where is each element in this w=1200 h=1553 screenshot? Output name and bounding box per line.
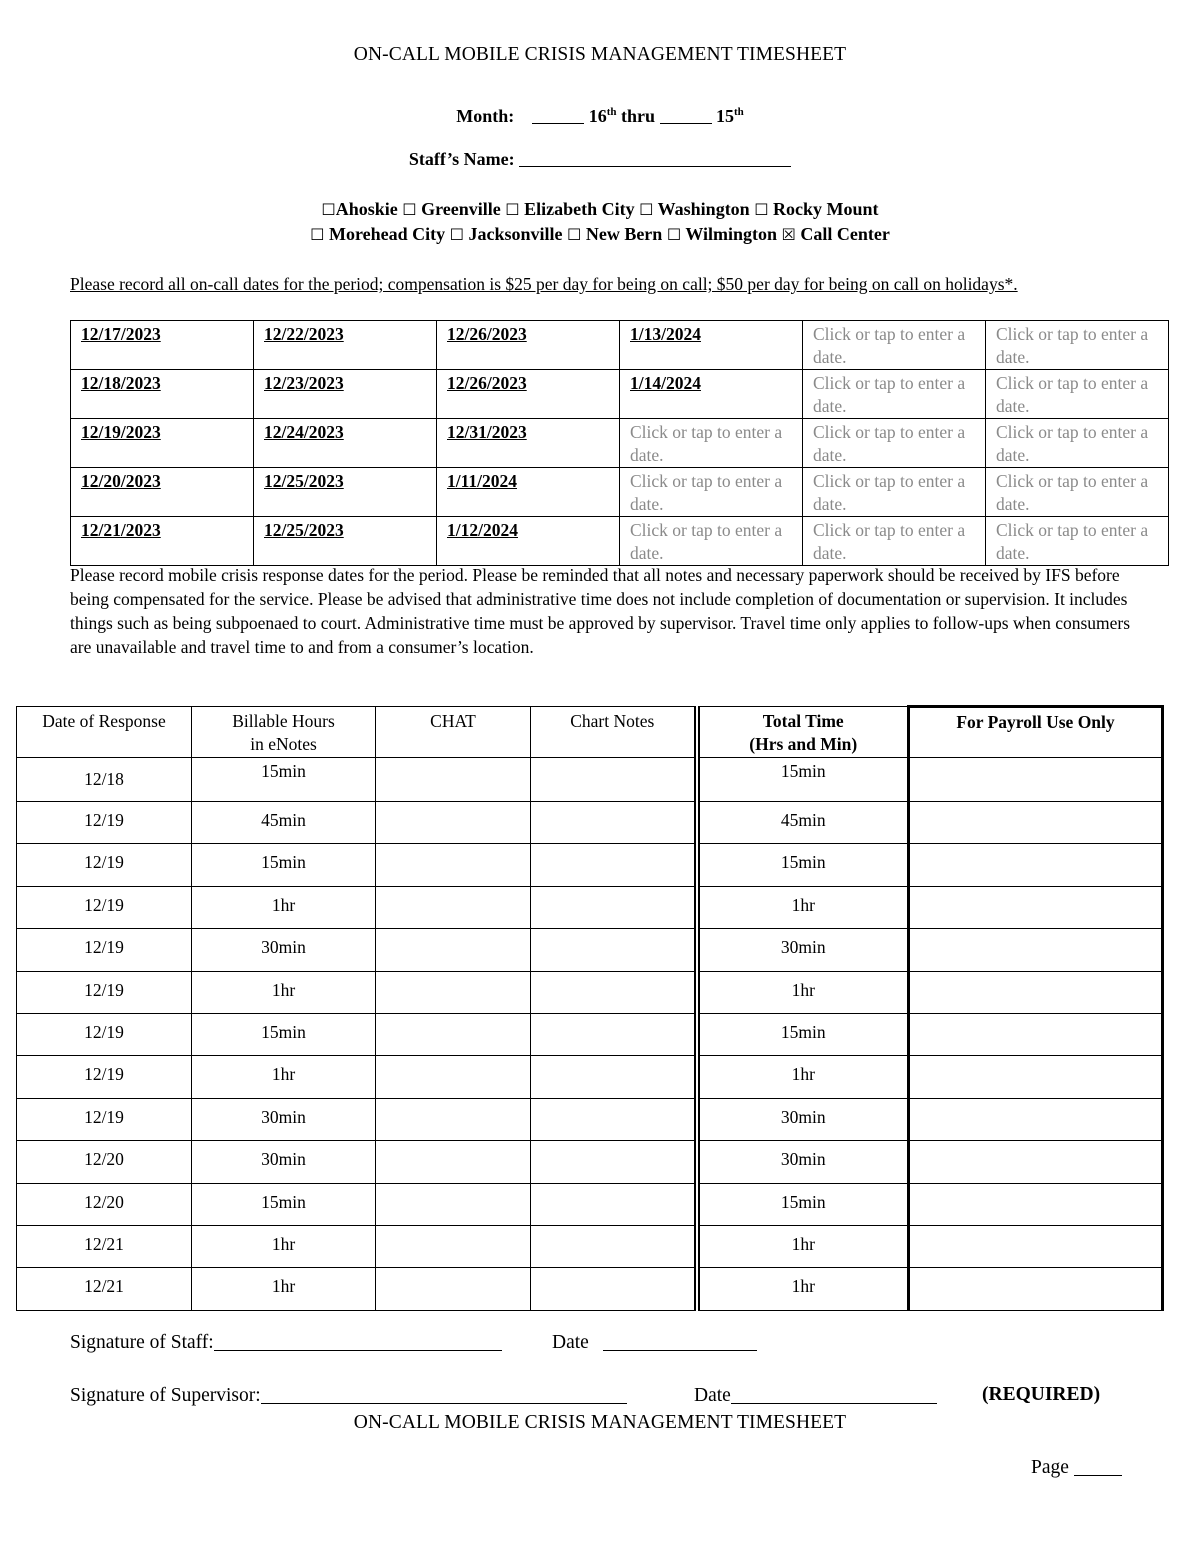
checkbox-icon[interactable]: ☐ [402,200,417,219]
table-row [17,1268,1163,1310]
response-date-cell[interactable]: 12/20 [17,1141,192,1183]
staff-name-field[interactable] [519,151,791,167]
table-row [17,1056,1163,1098]
oncall-row [71,517,1169,566]
oncall-date-cell[interactable]: 1/12/2024 [437,517,620,566]
total-time-cell[interactable]: 1hr [697,886,909,928]
col-chart-notes: Chart Notes [531,707,697,758]
table-row [17,929,1163,971]
payroll-cell[interactable] [909,929,1163,971]
supervisor-signature-field[interactable] [261,1386,627,1404]
chat-cell[interactable] [376,802,531,844]
month-from: 16 [588,106,607,126]
billable-hours-cell[interactable]: 1hr [192,1268,376,1310]
payroll-cell[interactable] [909,1183,1163,1225]
location-option[interactable]: ☐ Washington [639,199,750,219]
oncall-date-cell[interactable]: 12/31/2023 [437,419,620,468]
location-option[interactable]: ☐ Morehead City [310,224,446,244]
response-date-cell[interactable]: 12/19 [17,844,192,886]
chart-notes-cell[interactable] [531,1098,697,1140]
response-date-cell[interactable]: 12/18 [17,758,192,802]
oncall-date-cell[interactable]: 1/14/2024 [620,370,803,419]
response-date-cell[interactable]: 12/19 [17,886,192,928]
payroll-cell[interactable] [909,802,1163,844]
table-row [17,1225,1163,1267]
date-picker-placeholder[interactable]: Click or tap to enter a date. [803,370,986,419]
location-row-2 [0,224,1200,245]
staff-date-field[interactable] [603,1333,757,1351]
staff-date-label: Date [552,1332,589,1353]
date-picker-placeholder[interactable]: Click or tap to enter a date. [620,517,803,566]
staff-signature-label: Signature of Staff: [70,1332,214,1353]
oncall-date-cell[interactable]: 12/18/2023 [71,370,254,419]
chat-cell[interactable] [376,886,531,928]
checkbox-icon[interactable]: ☐ [639,200,654,219]
oncall-date-cell[interactable]: 12/25/2023 [254,468,437,517]
chart-notes-cell[interactable] [531,1141,697,1183]
payroll-cell[interactable] [909,1141,1163,1183]
billable-hours-cell[interactable]: 1hr [192,1225,376,1267]
supervisor-signature-label: Signature of Supervisor: [70,1385,261,1406]
oncall-date-cell[interactable]: 12/26/2023 [437,370,620,419]
staff-signature-field[interactable] [214,1333,502,1351]
chart-notes-cell[interactable] [531,844,697,886]
supervisor-signature-line [70,1385,627,1407]
total-time-cell[interactable]: 30min [697,1098,909,1140]
staff-name-label: Staff’s Name: [408,149,515,169]
oncall-row [71,419,1169,468]
table-row [17,886,1163,928]
checkbox-icon[interactable]: ☐ [449,225,464,244]
chart-notes-cell[interactable] [531,971,697,1013]
date-picker-placeholder[interactable]: Click or tap to enter a date. [620,419,803,468]
oncall-date-cell[interactable]: 12/25/2023 [254,517,437,566]
response-date-cell[interactable]: 12/19 [17,971,192,1013]
oncall-date-cell[interactable]: 12/21/2023 [71,517,254,566]
table-row [17,1013,1163,1055]
chart-notes-cell[interactable] [531,758,697,802]
table-row [17,971,1163,1013]
supervisor-date-line [694,1385,937,1407]
billable-hours-cell[interactable]: 45min [192,802,376,844]
month-to: 15 [716,106,734,126]
payroll-cell[interactable] [909,971,1163,1013]
location-row-1 [0,199,1200,220]
billable-hours-cell[interactable]: 1hr [192,971,376,1013]
checkbox-icon[interactable]: ☐ [505,200,520,219]
total-time-cell[interactable]: 1hr [697,971,909,1013]
checkbox-icon[interactable]: ☐ [321,200,336,219]
table-row [17,1141,1163,1183]
total-time-cell[interactable]: 45min [697,802,909,844]
location-option[interactable]: ☐ Greenville [402,199,501,219]
location-option[interactable]: ☐ Wilmington [666,224,778,244]
date-picker-placeholder[interactable]: Click or tap to enter a date. [986,370,1169,419]
chat-cell[interactable] [376,844,531,886]
oncall-date-cell[interactable]: 12/17/2023 [71,321,254,370]
chat-cell[interactable] [376,1056,531,1098]
billable-hours-cell[interactable]: 15min [192,1183,376,1225]
month-line [0,106,1200,127]
date-picker-placeholder[interactable]: Click or tap to enter a date. [986,419,1169,468]
date-picker-placeholder[interactable]: Click or tap to enter a date. [620,468,803,517]
location-option[interactable]: ☐ Rocky Mount [754,199,879,219]
date-picker-placeholder[interactable]: Click or tap to enter a date. [986,517,1169,566]
total-time-cell[interactable]: 30min [697,1141,909,1183]
chat-cell[interactable] [376,1225,531,1267]
response-date-cell[interactable]: 12/21 [17,1268,192,1310]
month-end-field[interactable] [660,108,712,124]
col-billable-hours: Billable Hours in eNotes [192,707,376,758]
month-start-field[interactable] [532,108,584,124]
payroll-cell[interactable] [909,758,1163,802]
date-picker-placeholder[interactable]: Click or tap to enter a date. [803,517,986,566]
payroll-cell[interactable] [909,886,1163,928]
table-row [17,1183,1163,1225]
staff-date-line [552,1332,757,1354]
billable-hours-cell[interactable]: 1hr [192,1056,376,1098]
chart-notes-cell[interactable] [531,929,697,971]
date-picker-placeholder[interactable]: Click or tap to enter a date. [986,468,1169,517]
month-from-suffix: th [606,106,617,118]
total-time-cell[interactable]: 15min [697,844,909,886]
payroll-cell[interactable] [909,844,1163,886]
checkbox-icon[interactable]: ☐ [310,225,325,244]
oncall-row [71,468,1169,517]
payroll-cell[interactable] [909,1225,1163,1267]
billable-hours-cell[interactable]: 1hr [192,886,376,928]
oncall-dates-table [70,320,1169,566]
chat-cell[interactable] [376,1013,531,1055]
supervisor-date-label: Date [694,1385,731,1406]
chat-cell[interactable] [376,971,531,1013]
chat-cell[interactable] [376,1098,531,1140]
total-time-cell[interactable]: 1hr [697,1225,909,1267]
table-row [17,758,1163,802]
payroll-cell[interactable] [909,1098,1163,1140]
response-header-row [17,707,1163,758]
chat-cell[interactable] [376,1141,531,1183]
chat-cell[interactable] [376,758,531,802]
page-number-line [1031,1457,1122,1479]
billable-hours-cell[interactable]: 30min [192,1141,376,1183]
date-picker-placeholder[interactable]: Click or tap to enter a date. [803,419,986,468]
billable-hours-cell[interactable]: 30min [192,929,376,971]
page-label: Page [1031,1457,1069,1478]
total-time-cell[interactable]: 15min [697,1183,909,1225]
checkbox-checked-icon[interactable]: ☒ [781,225,796,244]
date-picker-placeholder[interactable]: Click or tap to enter a date. [986,321,1169,370]
response-date-cell[interactable]: 12/21 [17,1225,192,1267]
oncall-date-cell[interactable]: 1/11/2024 [437,468,620,517]
chart-notes-cell[interactable] [531,1056,697,1098]
required-note: (REQUIRED) [982,1384,1101,1405]
chat-cell[interactable] [376,1268,531,1310]
oncall-row [71,370,1169,419]
col-total-time: Total Time (Hrs and Min) [697,707,909,758]
chart-notes-cell[interactable] [531,1225,697,1267]
footer-title: ON-CALL MOBILE CRISIS MANAGEMENT TIMESHEET [353,1412,847,1433]
response-date-cell[interactable]: 12/19 [17,929,192,971]
response-date-cell[interactable]: 12/19 [17,1013,192,1055]
table-row [17,802,1163,844]
total-time-cell[interactable]: 15min [697,1013,909,1055]
location-option[interactable]: ☐ Elizabeth City [505,199,635,219]
billable-hours-cell[interactable]: 30min [192,1098,376,1140]
chart-notes-cell[interactable] [531,1268,697,1310]
oncall-date-cell[interactable]: 12/24/2023 [254,419,437,468]
location-option[interactable]: ☐Ahoskie [321,199,398,219]
oncall-row [71,321,1169,370]
page-number-field[interactable] [1074,1458,1122,1476]
total-time-cell[interactable]: 1hr [697,1056,909,1098]
checkbox-icon[interactable]: ☐ [566,225,582,244]
page-title: ON-CALL MOBILE CRISIS MANAGEMENT TIMESHEET [353,44,847,65]
col-chat: CHAT [376,707,531,758]
staff-name-line [0,149,1200,170]
payroll-cell[interactable] [909,1268,1163,1310]
date-picker-placeholder[interactable]: Click or tap to enter a date. [803,321,986,370]
chart-notes-cell[interactable] [531,886,697,928]
location-option[interactable]: ☐ Jacksonville [449,224,563,244]
response-date-cell[interactable]: 12/20 [17,1183,192,1225]
billable-hours-cell[interactable]: 15min [192,758,376,802]
chat-cell[interactable] [376,929,531,971]
month-to-suffix: th [734,106,744,118]
supervisor-date-field[interactable] [731,1386,937,1404]
location-option[interactable]: ☒ Call Center [781,224,890,244]
billable-hours-cell[interactable]: 15min [192,844,376,886]
oncall-date-cell[interactable]: 12/26/2023 [437,321,620,370]
payroll-cell[interactable] [909,1056,1163,1098]
checkbox-icon[interactable]: ☐ [666,225,682,244]
response-date-cell[interactable]: 12/19 [17,802,192,844]
payroll-cell[interactable] [909,1013,1163,1055]
response-table [16,705,1164,1311]
col-payroll: For Payroll Use Only [909,707,1163,758]
total-time-cell[interactable]: 30min [697,929,909,971]
chat-cell[interactable] [376,1183,531,1225]
response-date-cell[interactable]: 12/19 [17,1098,192,1140]
chart-notes-cell[interactable] [531,802,697,844]
response-date-cell[interactable]: 12/19 [17,1056,192,1098]
month-label: Month: [456,106,515,126]
checkbox-icon[interactable]: ☐ [754,200,769,219]
total-time-cell[interactable]: 1hr [697,1268,909,1310]
oncall-date-cell[interactable]: 1/13/2024 [620,321,803,370]
oncall-date-cell[interactable]: 12/20/2023 [71,468,254,517]
chart-notes-cell[interactable] [531,1013,697,1055]
response-instructions: Please record mobile crisis response dates for the period. Please be reminded that all notes and necessary paperwork should be received by IFS before being compensated for the service. Please be advised that administrative time does not include completion of documentation or supervision. It includes things such as being subpoenaed to court. Administrative time must be approved by supervisor. Travel time only applies to follow-ups when consumers are unavailable and travel time to and from a consumer’s location. [70,565,1131,657]
table-row [17,1098,1163,1140]
oncall-date-cell[interactable]: 12/23/2023 [254,370,437,419]
chart-notes-cell[interactable] [531,1183,697,1225]
staff-signature-line [70,1332,502,1354]
table-row [17,844,1163,886]
date-picker-placeholder[interactable]: Click or tap to enter a date. [803,468,986,517]
month-thru: thru [620,106,655,126]
col-date-of-response: Date of Response [17,707,192,758]
location-option[interactable]: ☐ New Bern [566,224,663,244]
total-time-cell[interactable]: 15min [697,758,909,802]
billable-hours-cell[interactable]: 15min [192,1013,376,1055]
oncall-date-cell[interactable]: 12/22/2023 [254,321,437,370]
oncall-instructions: Please record all on-call dates for the period; compensation is $25 per day for being on call; $50 per day for being on call on holidays*. [70,274,1018,294]
oncall-date-cell[interactable]: 12/19/2023 [71,419,254,468]
